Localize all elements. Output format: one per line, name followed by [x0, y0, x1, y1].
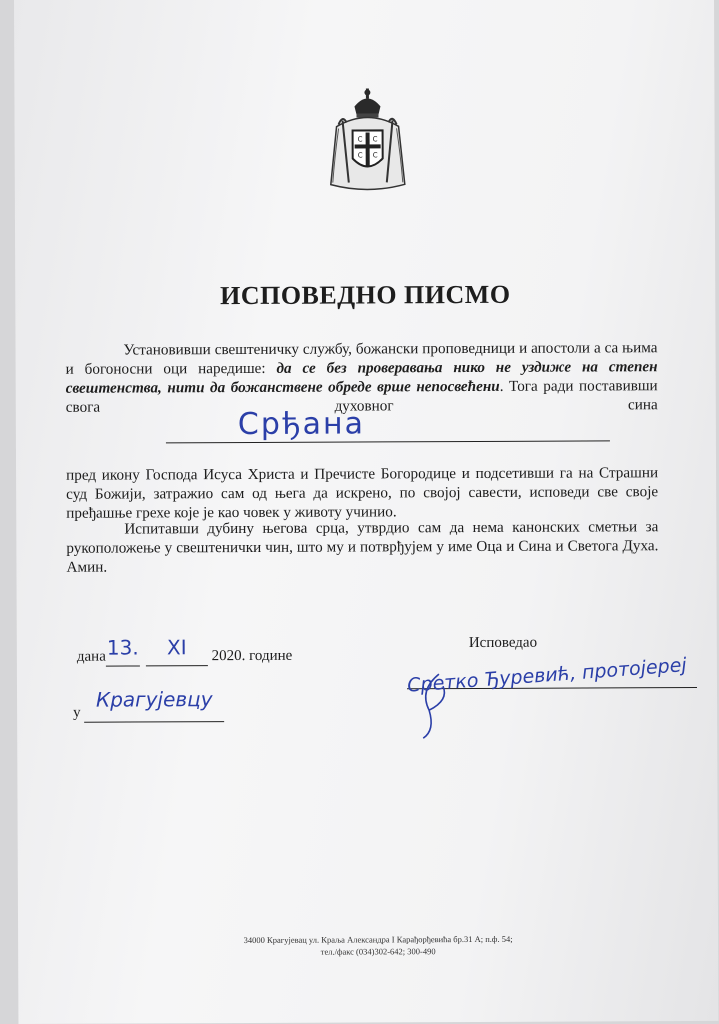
place-row	[73, 687, 224, 723]
paragraph1-text-b: . Тога ради поставивши свога духовног сина	[65, 377, 658, 416]
footer-line-1: 34000 Крагујевац ул. Краља Александра I Карађорђевића бр.31 А; п.ф. 54;	[243, 933, 513, 946]
date-row	[76, 635, 293, 667]
document-page	[14, 0, 718, 1024]
date-suffix: 2020. године	[211, 647, 293, 665]
signature-block	[406, 654, 707, 697]
confessor-label: Исповедао	[468, 634, 538, 652]
date-day-handwritten: 13.	[106, 635, 139, 660]
footer-line-2: тел./факс (034)302-642; 300-490	[320, 946, 436, 957]
date-prefix: дана	[76, 648, 106, 665]
paragraph1-italic-text: да се без проверавања нико не уздиже на степен свештенства, нити да божанствене обреде врше непосвећени	[65, 358, 658, 397]
name-underline	[166, 440, 610, 443]
svg-text:С: С	[372, 151, 378, 160]
place-handwritten: Крагујевцу	[95, 687, 213, 712]
paragraph1-text-a: Установивши свештеничку службу, божански проповедници и апостоли а са њима и богоносни оци наредише:	[65, 339, 658, 378]
handwritten-name: Срђана	[237, 406, 366, 443]
paragraph-confession: пред икону Господа Исуса Христа и Пречисте Богородице и подсетивши га на Страшни суд Божији, затражио сам од њега да искрено, по својој савести, исповеди све своје пређашње грехе које је као човек у животу учинио.	[66, 464, 659, 522]
place-prefix: у	[73, 704, 81, 721]
confessor-signature: Сретко Ђуревић, протојереј	[406, 654, 688, 697]
signature-flourish-icon	[409, 670, 489, 740]
date-month-handwritten: XI	[166, 635, 187, 660]
document-title: ИСПОВЕДНО ПИСМО	[219, 279, 511, 311]
svg-text:С: С	[357, 135, 363, 144]
svg-text:С: С	[357, 151, 363, 160]
footer-address	[18, 932, 719, 959]
svg-text:С: С	[372, 135, 378, 144]
paragraph-verification: Испитавши дубину његова срца, утврдио сам да нема канонских сметњи за рукоположење у свештенички чин, што му и потврђујем у име Оца и Сина и Светога Духа. Амин.	[66, 518, 659, 576]
church-coat-of-arms-icon	[326, 86, 408, 196]
paragraph-establishment	[65, 338, 657, 417]
